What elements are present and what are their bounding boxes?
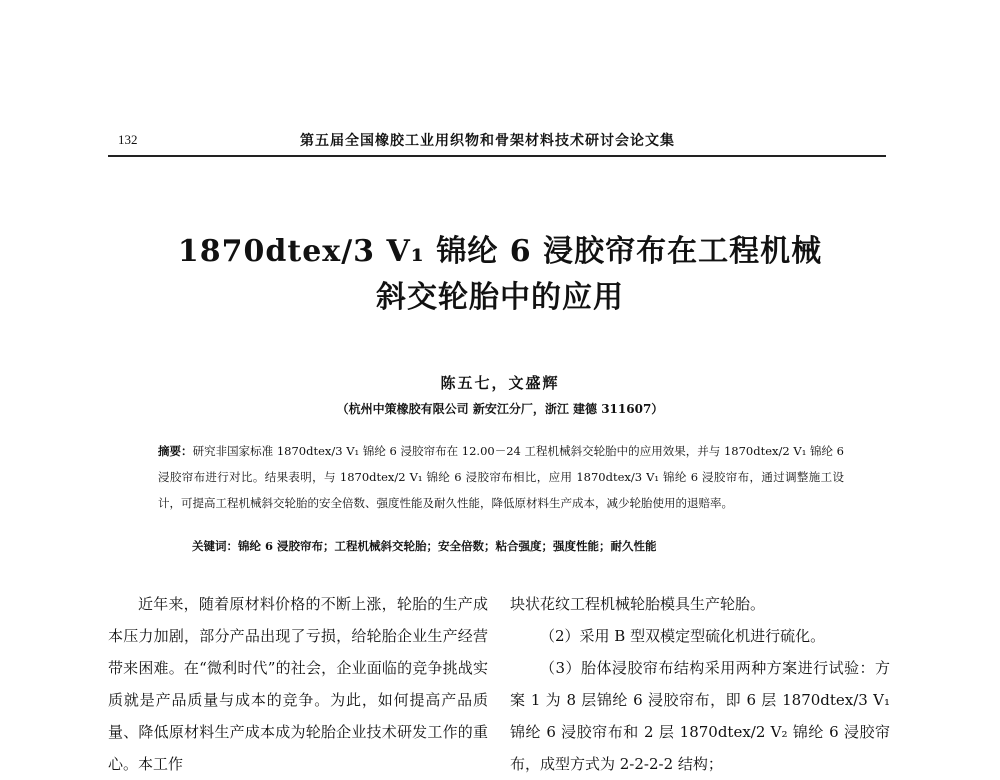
abstract-label: 摘要：	[158, 444, 193, 458]
keywords-label: 关键词：	[192, 539, 238, 553]
body-paragraph: （3）胎体浸胶帘布结构采用两种方案进行试验：方案 1 为 8 层锦纶 6 浸胶帘布，即 6 层 1870dtex/3 V₁ 锦纶 6 浸胶帘布和 2 层 1870dtex/2 V₂ 锦纶 6 浸胶帘布，成型方式为 2-2-2-2 结构；	[510, 659, 890, 773]
affiliation: （杭州中策橡胶有限公司 新安江分厂，浙江 建德 311607）	[336, 402, 664, 416]
paper-title-line-2: 斜交轮胎中的应用	[376, 280, 624, 315]
body-paragraph: 块状花纹工程机械轮胎模具生产轮胎。	[510, 595, 766, 613]
keywords-text: 锦纶 6 浸胶帘布；工程机械斜交轮胎；安全倍数；粘合强度；强度性能；耐久性能	[238, 539, 657, 553]
abstract-text: 研究非国家标准 1870dtex/3 V₁ 锦纶 6 浸胶帘布在 12.00－24 工程机械斜交轮胎中的应用效果，并与 1870dtex/2 V₁ 锦纶 6 浸胶帘布进行对比。结果表明，与 1870dtex/2 V₁ 锦纶 6 浸胶帘布相比，应用 1870dtex/3 V₁ 锦纶 6 浸胶帘布，通过调整施工设计，可提高工程机械斜交轮胎的安全倍数、强度性能及耐久性能，降低原材料生产成本，减少轮胎使用的退赔率。	[158, 444, 844, 510]
paper-title-line-1: 1870dtex/3 V₁ 锦纶 6 浸胶帘布在工程机械	[177, 234, 823, 269]
body-column-left	[108, 588, 488, 780]
authors: 陈五七，文盛辉	[440, 374, 560, 392]
keywords	[192, 538, 842, 554]
abstract	[158, 438, 844, 516]
page-number: 132	[118, 132, 138, 147]
running-header: 第五届全国橡胶工业用织物和骨架材料技术研讨会论文集	[300, 133, 675, 149]
header-rule	[108, 155, 886, 157]
body-column-right	[510, 588, 890, 780]
body-paragraph: 近年来，随着原材料价格的不断上涨，轮胎的生产成本压力加剧，部分产品出现了亏损，给轮胎企业生产经营带来困难。在“微利时代”的社会，企业面临的竞争挑战实质就是产品质量与成本的竞争。为此，如何提高产品质量、降低原材料生产成本成为轮胎企业技术研发工作的重心。本工作	[108, 595, 488, 773]
body-paragraph: （2）采用 B 型双模定型硫化机进行硫化。	[540, 627, 826, 645]
